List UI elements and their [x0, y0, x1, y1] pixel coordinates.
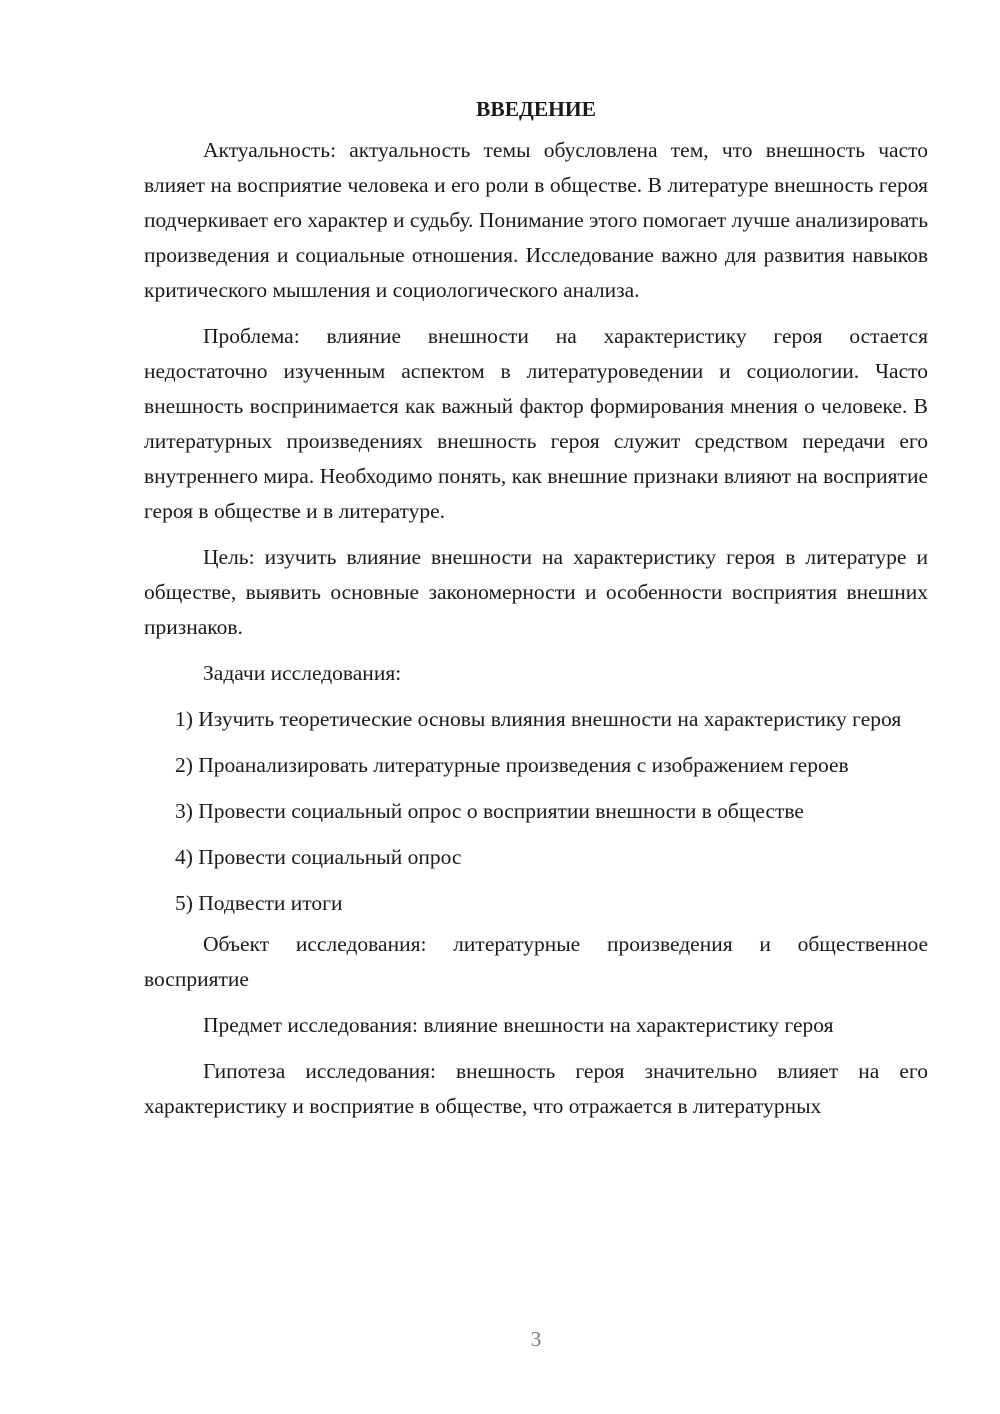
task-item-1: 1) Изучить теоретические основы влияния внешности на характеристику героя: [175, 707, 902, 731]
goal-paragraph: Цель: изучить влияние внешности на характеристику героя в литературе и обществе, выявить основные закономерности и особенности восприятия внешних признаков.: [144, 545, 928, 639]
object-paragraph: Объект исследования: литературные произведения и общественное восприятие: [144, 932, 928, 991]
hypothesis-paragraph: Гипотеза исследования: внешность героя значительно влияет на его характеристику и восприятие в обществе, что отражается в литературных: [144, 1059, 928, 1118]
section-title: ВВЕДЕНИЕ: [476, 97, 596, 121]
tasks-heading: Задачи исследования:: [203, 661, 402, 685]
task-item-3: 3) Провести социальный опрос о восприятии внешности в обществе: [175, 799, 804, 823]
page-number: 3: [530, 1327, 542, 1351]
subject-paragraph: Предмет исследования: влияние внешности на характеристику героя: [203, 1013, 834, 1037]
task-item-2: 2) Проанализировать литературные произведения с изображением героев: [175, 753, 849, 777]
task-item-4: 4) Провести социальный опрос: [175, 845, 462, 869]
document-page: [144, 92, 928, 1135]
relevance-paragraph: Актуальность: актуальность темы обусловлена тем, что внешность часто влияет на восприятие человека и его роли в обществе. В литературе внешность героя подчеркивает его характер и судьбу. Понимание этого помогает лучше анализировать произведения и социальные отношения. Исследование важно для развития навыков критического мышления и социологического анализа.: [144, 138, 928, 302]
problem-paragraph: Проблема: влияние внешности на характеристику героя остается недостаточно изученным аспектом в литературоведении и социологии. Часто внешность воспринимается как важный фактор формирования мнения о человеке. В литературных произведениях внешность героя служит средством передачи его внутреннего мира. Необходимо понять, как внешние признаки влияют на восприятие героя в обществе и в литературе.: [144, 324, 928, 523]
task-item-5: 5) Подвести итоги: [175, 891, 343, 915]
